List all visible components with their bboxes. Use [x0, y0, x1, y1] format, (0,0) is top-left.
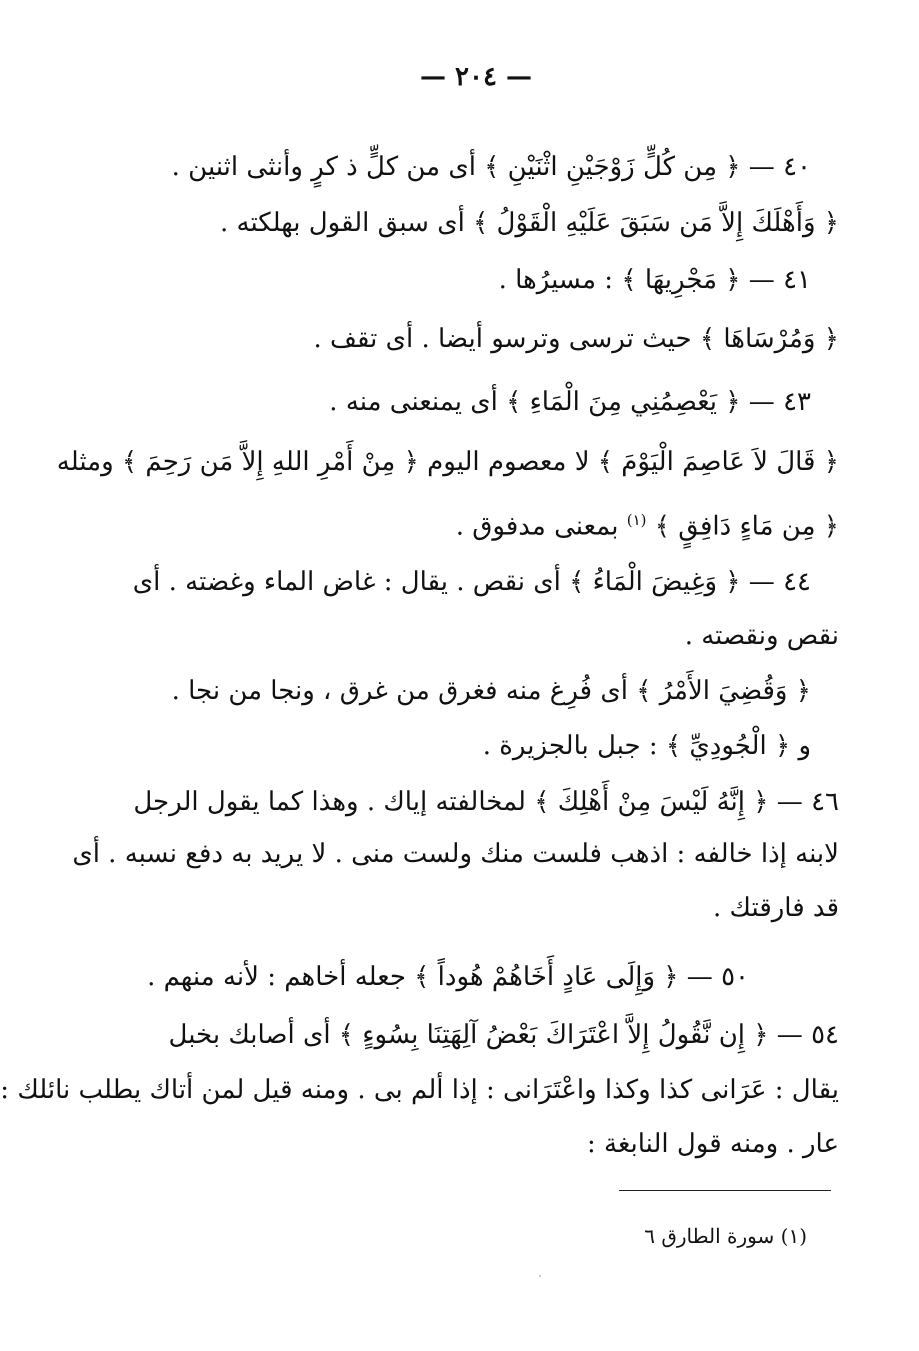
text-line-12: ٤٦ — ﴿ إِنَّهُ لَيْسَ مِنْ أَهْلِكَ ﴾ لمخالفته إياك . وهذا كما يقول الرجل: [133, 787, 839, 817]
footnote-separator: [619, 1190, 831, 1191]
text-line-5: ٤٣ — ﴿ يَعْصِمُنِي مِنَ الْمَاءِ ﴾ أى يمنعنى منه .: [329, 387, 811, 417]
quran-quote: ﴿ مِن مَاءٍ دَافِقٍ ﴾: [654, 511, 839, 542]
text-line-10: ﴿ وَقُضِيَ الأَمْرُ ﴾ أى فُرِغ منه فغرق من غرق ، ونجا من نجا .: [171, 676, 811, 706]
text-line-2: ﴿ وَأَهْلَكَ إِلاَّ مَن سَبَقَ عَلَيْهِ الْقَوْلُ ﴾ أى سبق القول بهلكته .: [219, 208, 839, 238]
paper-speck: [539, 1275, 541, 1277]
text-line-4: ﴿ وَمُرْسَاهَا ﴾ حيث ترسى وترسو أيضا . أى تقف .: [313, 324, 839, 354]
text-line-3: ٤١ — ﴿ مَجْرِيهَا ﴾ : مسيرُها .: [498, 265, 811, 295]
text-line-6: ﴿ قَالَ لاَ عَاصِمَ الْيَوْمَ ﴾ لا معصوم اليوم ﴿ مِنْ أَمْرِ اللهِ إِلاَّ مَن رَحِمَ ﴾ ومثله: [56, 447, 839, 477]
text-line-15: ٥٠ — ﴿ وَإِلَى عَادٍ أَخَاهُمْ هُوداً ﴾ جعله أخاهم : لأنه منهم .: [147, 962, 749, 992]
footnote: (١) سورة الطارق ٦: [644, 1224, 807, 1248]
text-line-9: نقص ونقصته .: [684, 621, 839, 651]
text-line-16: ٥٤ — ﴿ إِن نَّقُولُ إِلاَّ اعْتَرَاكَ بَعْضُ آلِهَتِنَا بِسُوءٍ ﴾ أى أصابك بخبل: [168, 1020, 839, 1050]
text-line-8: ٤٤ — ﴿ وَغِيضَ الْمَاءُ ﴾ أى نقص . يقال : غاض الماء وغضته . أى: [132, 567, 811, 597]
text-line-17: يقال : عَرَانى كذا وكذا واعْتَرَانى : إذا ألم بى . ومنه قيل لمن أتاك يطلب نائلك :: [0, 1075, 839, 1105]
text-line-7: [136, 503, 839, 544]
text-line-13: لابنه إذا خالفه : اذهب فلست منك ولست منى . لا يريد به دفع نسبه . أى: [72, 839, 839, 869]
text-line-1: ٤٠ — ﴿ مِن كُلٍّ زَوْجَيْنِ اثْنَيْنِ ﴾ أى من كلٍّ ذ كرٍ وأنثى اثنين .: [171, 152, 811, 182]
footnote-marker: (١): [626, 511, 647, 529]
text-line-14: قد فارقتك .: [713, 893, 839, 923]
text-line-18: عار . ومنه قول النابغة :: [587, 1129, 839, 1159]
text-line-11: و ﴿ الْجُودِيِّ ﴾ : جبل بالجزيرة .: [482, 731, 811, 761]
page-number: — ٢٠٤ —: [419, 62, 533, 92]
gloss: بمعنى مدفوق .: [455, 511, 619, 542]
